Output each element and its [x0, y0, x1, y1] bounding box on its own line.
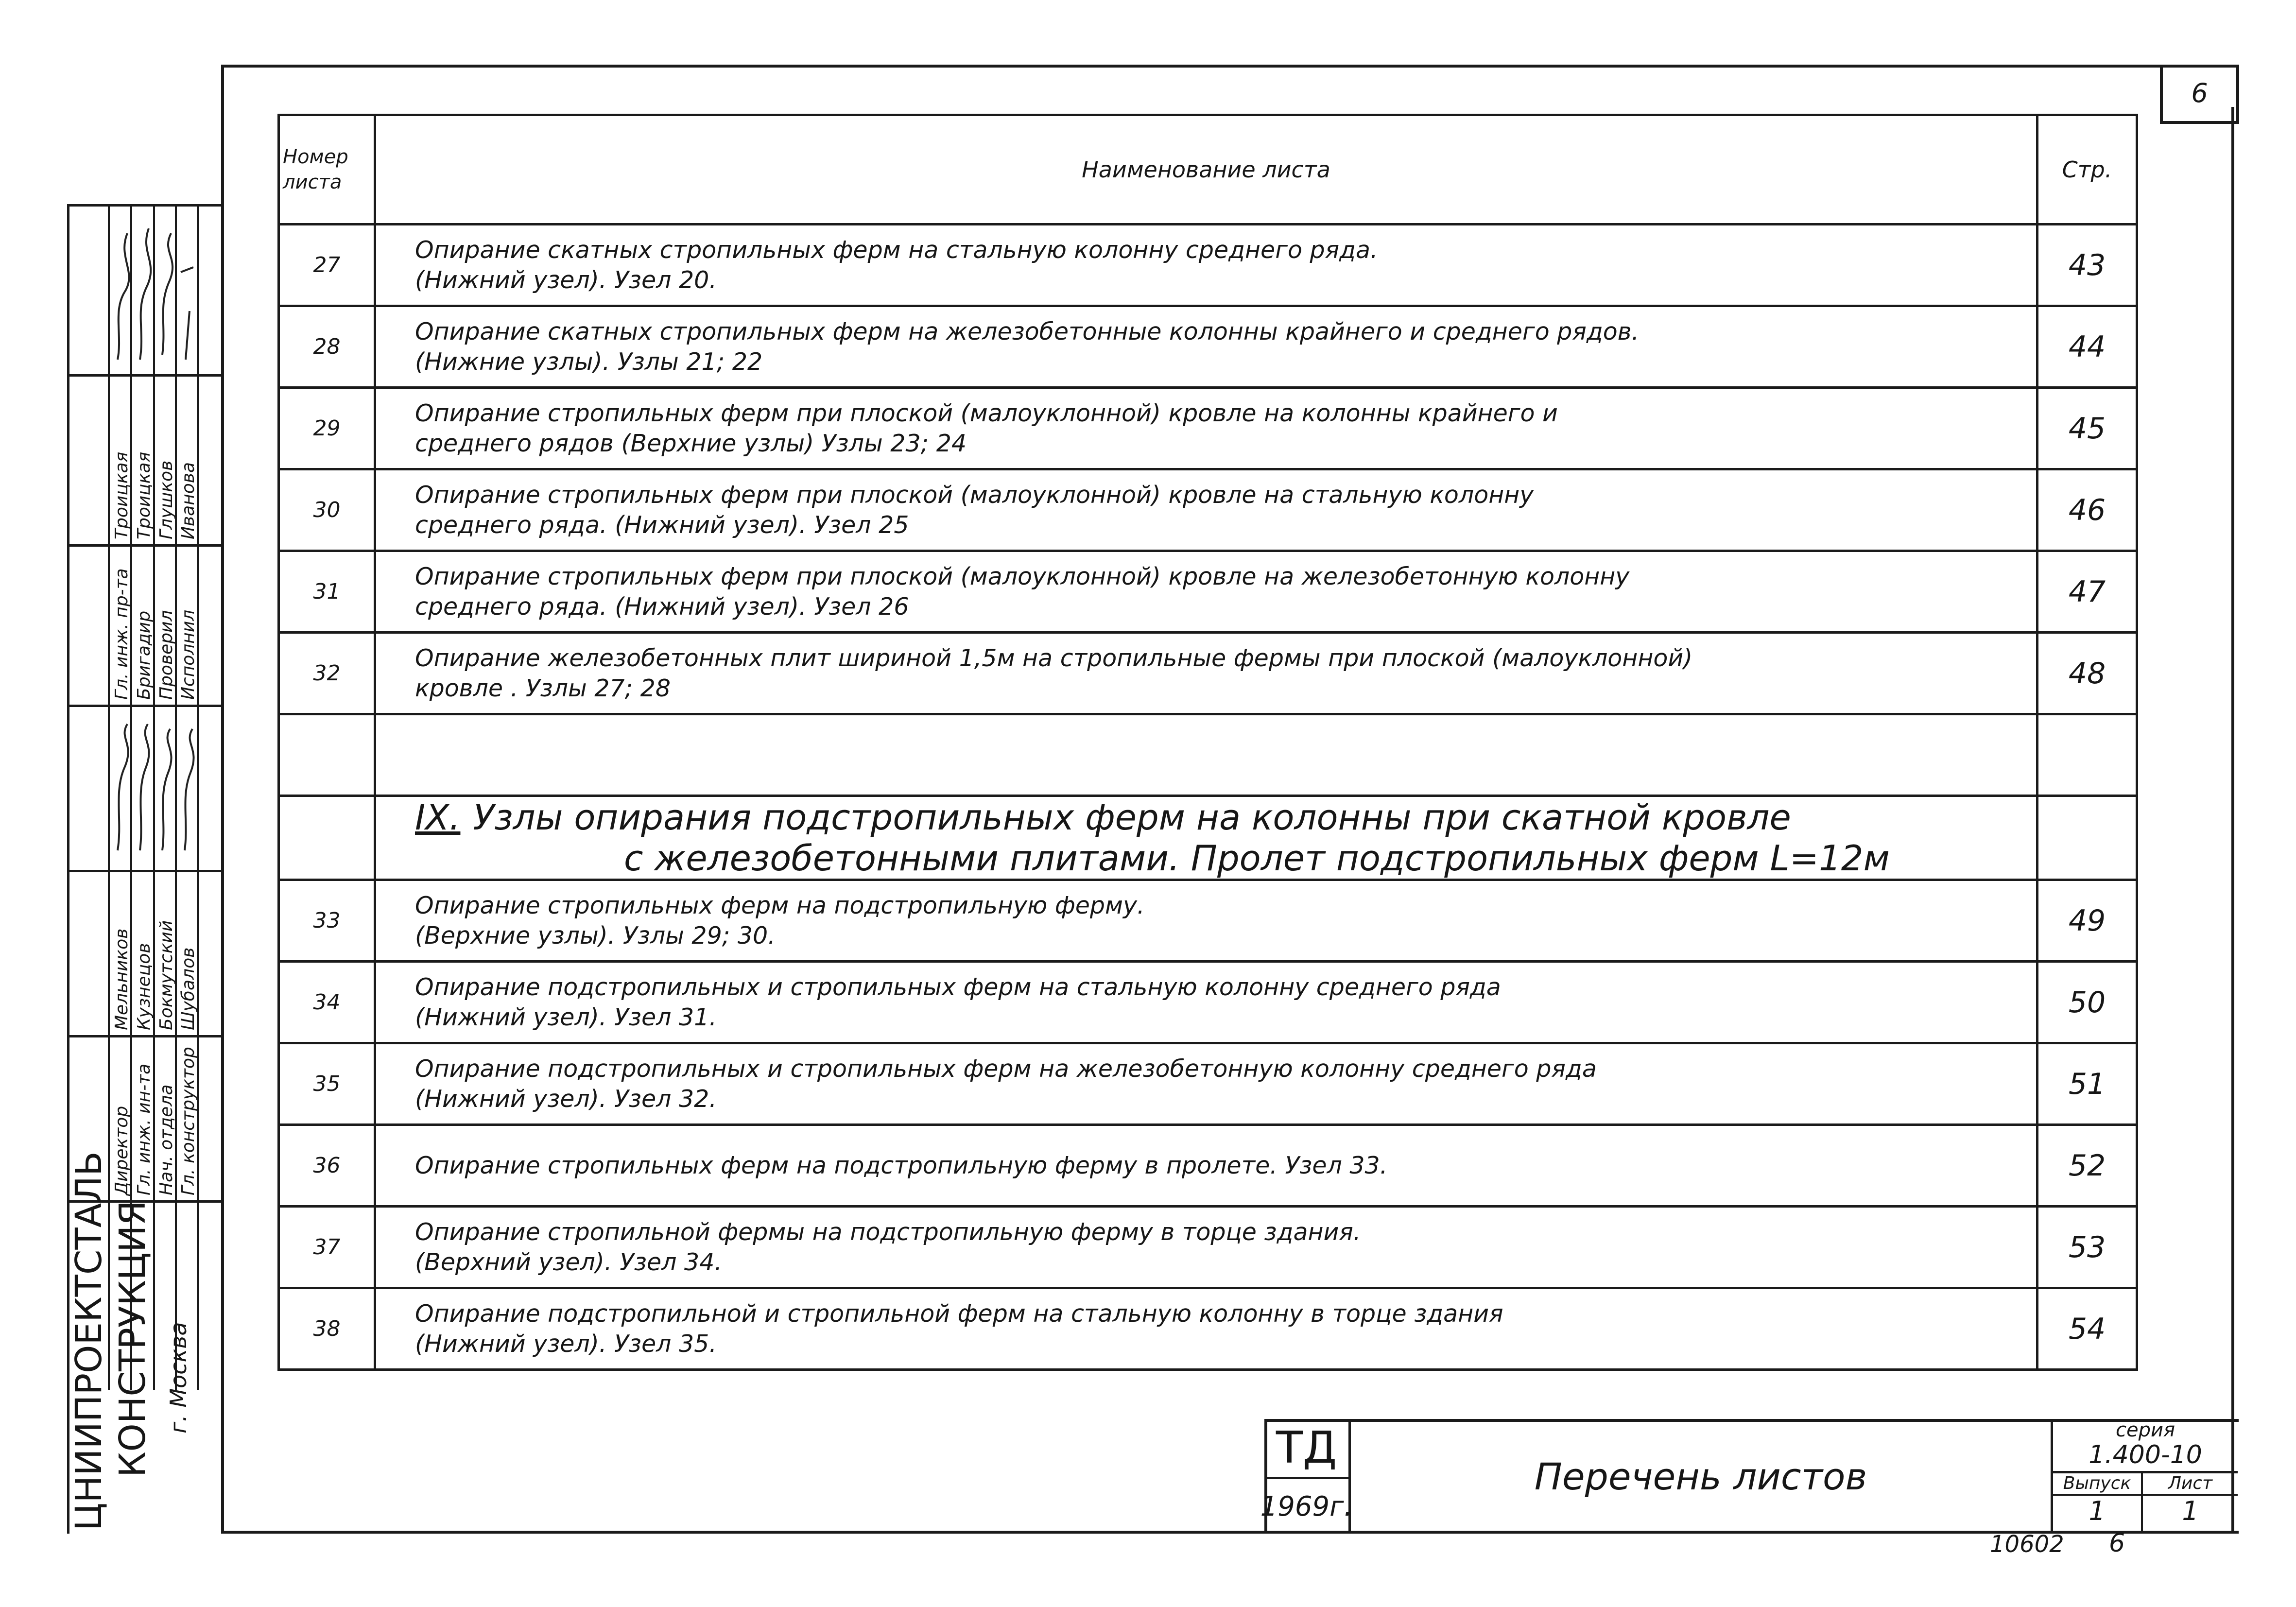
stamp-name: Кузнецов — [134, 943, 154, 1030]
row-page: 48 — [2037, 633, 2137, 714]
row-page: 53 — [2037, 1207, 2137, 1288]
stamp-role: Нач. отдела — [156, 1084, 176, 1195]
row-title-line2: (Нижний узел). Узел 31. — [415, 1003, 717, 1031]
row-title-line1: Опирание подстропильных и стропильных ферм на железобетонную колонну среднего ряда — [415, 1054, 1597, 1083]
section-title-line1: IX. Узлы опирания подстропильных ферм на колонны при скатной кровле — [415, 797, 1791, 838]
table-row — [279, 225, 2137, 306]
footer-page: 6 — [2109, 1529, 2125, 1558]
row-title-line1: Опирание стропильных ферм на подстропильную ферму. — [415, 891, 1145, 919]
row-page: 46 — [2037, 469, 2137, 551]
section-title-line2: с железобетонными плитами. Пролет подстропильных ферм L=12м — [624, 838, 1890, 879]
stamp-name: Глушков — [156, 460, 176, 539]
stamp-role: Директор — [112, 1106, 132, 1195]
sheet-list-table — [277, 114, 2138, 1371]
top-sheet-number: 6 — [2160, 65, 2239, 124]
table-row — [279, 1043, 2137, 1125]
td-mark: ТД — [1264, 1419, 1351, 1479]
org-city: г. Москва — [165, 1322, 191, 1434]
row-title — [375, 1125, 2037, 1207]
row-title-line1: Опирание стропильных ферм на подстропильную ферму в пролете. Узел 33. — [415, 1151, 1388, 1179]
table-row — [279, 469, 2137, 551]
stamp-role: Гл. инж. пр-та — [112, 568, 132, 700]
stamp-name: Троицкая — [134, 451, 154, 539]
row-title-line2: среднего ряда. (Нижний узел). Узел 25 — [415, 511, 909, 539]
stamp-role: Проверил — [156, 610, 176, 700]
row-number: 33 — [279, 880, 375, 962]
section-title — [375, 796, 2037, 880]
row-title — [375, 633, 2037, 714]
sheet-label: Лист — [2143, 1473, 2238, 1496]
table-row — [279, 633, 2137, 714]
table-row — [279, 551, 2137, 633]
table-row — [279, 962, 2137, 1043]
doc-number: 10602 — [1990, 1531, 2064, 1558]
row-title — [375, 1207, 2037, 1288]
row-number: 27 — [279, 225, 375, 306]
row-title-line2: кровле . Узлы 27; 28 — [415, 674, 671, 702]
org-name-1: ЦНИИПРОЕКТСТАЛЬ — [68, 1151, 110, 1531]
row-number: 35 — [279, 1043, 375, 1125]
row-page: 54 — [2037, 1288, 2137, 1370]
stamp-role: Гл. конструктор — [178, 1047, 198, 1195]
row-title-line1: Опирание стропильных ферм при плоской (малоуклонной) кровле на колонны крайнего и — [415, 399, 1558, 427]
row-page: 43 — [2037, 225, 2137, 306]
row-number: 37 — [279, 1207, 375, 1288]
signature-marks — [108, 214, 200, 369]
row-title-line2: среднего ряда. (Нижний узел). Узел 26 — [415, 592, 909, 621]
sheet-title: Перечень листов — [1351, 1419, 2053, 1534]
row-title-line2: (Верхний узел). Узел 34. — [415, 1248, 722, 1276]
stamp-role: Гл. инж. ин-та — [134, 1063, 154, 1195]
signature-marks — [108, 714, 200, 860]
row-title-line1: Опирание скатных стропильных ферм на железобетонные колонны крайнего и среднего рядов. — [415, 317, 1640, 346]
org-name-2: КОНСТРУКЦИЯ — [112, 1200, 154, 1477]
row-title-line2: (Нижние узлы). Узлы 21; 22 — [415, 347, 763, 376]
issue-value: 1 — [2053, 1496, 2143, 1534]
row-number: 32 — [279, 633, 375, 714]
year: 1969г. — [1264, 1479, 1351, 1534]
row-title-line2: (Нижний узел). Узел 35. — [415, 1330, 717, 1358]
row-page: 52 — [2037, 1125, 2137, 1207]
row-title-line2: среднего рядов (Верхние узлы) Узлы 23; 24 — [415, 429, 967, 457]
stamp-role: Исполнил — [178, 609, 198, 700]
row-title-line1: Опирание стропильной фермы на подстропильную ферму в торце здания. — [415, 1218, 1361, 1246]
row-page: 47 — [2037, 551, 2137, 633]
row-page: 50 — [2037, 962, 2137, 1043]
row-title-line1: Опирание подстропильной и стропильной ферм на стальную колонну в торце здания — [415, 1299, 1503, 1328]
stamp-name: Бокмутский — [156, 920, 176, 1030]
row-title — [375, 1288, 2037, 1370]
row-page: 51 — [2037, 1043, 2137, 1125]
sheet-value: 1 — [2182, 1496, 2199, 1526]
issue-label: Выпуск — [2053, 1473, 2143, 1496]
header-page: Стр. — [2037, 115, 2137, 225]
row-number: 34 — [279, 962, 375, 1043]
row-title-line1: Опирание стропильных ферм при плоской (малоуклонной) кровле на железобетонную колонну — [415, 562, 1630, 590]
row-title-line2: (Верхние узлы). Узлы 29; 30. — [415, 921, 776, 950]
row-title-line2: (Нижний узел). Узел 32. — [415, 1085, 717, 1113]
row-number: 30 — [279, 469, 375, 551]
table-header-row — [279, 115, 2137, 225]
table-row — [279, 1207, 2137, 1288]
stamp-name: Шубалов — [178, 947, 198, 1030]
header-sheet-name: Наименование листа — [375, 115, 2037, 225]
row-page: 45 — [2037, 388, 2137, 469]
table-row — [279, 880, 2137, 962]
row-number: 28 — [279, 306, 375, 388]
stamp-name: Мельников — [112, 928, 132, 1030]
row-title — [375, 551, 2037, 633]
table-row — [279, 1125, 2137, 1207]
row-title-line1: Опирание стропильных ферм при плоской (малоуклонной) кровле на стальную колонну — [415, 481, 1534, 509]
header-sheet-number: Номер листа — [279, 115, 375, 225]
table-row — [279, 1288, 2137, 1370]
row-page: 49 — [2037, 880, 2137, 962]
row-title — [375, 388, 2037, 469]
row-title — [375, 1043, 2037, 1125]
empty-row — [279, 714, 2137, 796]
section-header-row — [279, 796, 2137, 880]
row-number: 31 — [279, 551, 375, 633]
row-page: 44 — [2037, 306, 2137, 388]
row-number: 38 — [279, 1288, 375, 1370]
row-title — [375, 306, 2037, 388]
row-title-line2: (Нижний узел). Узел 20. — [415, 266, 717, 294]
row-title-line1: Опирание железобетонных плит шириной 1,5м на стропильные фермы при плоской (малоуклонной) — [415, 644, 1693, 672]
series-cell — [2053, 1419, 2238, 1473]
series-value: 1.400-10 — [2089, 1440, 2202, 1469]
stamp-name: Троицкая — [112, 451, 132, 539]
row-title — [375, 962, 2037, 1043]
table-row — [279, 306, 2137, 388]
row-title — [375, 880, 2037, 962]
frame-right-border — [2231, 107, 2234, 1534]
table-row — [279, 388, 2137, 469]
stamp-name: Иванова — [178, 462, 198, 539]
series-label: серия — [2115, 1419, 2175, 1441]
row-number: 36 — [279, 1125, 375, 1207]
row-title-line1: Опирание подстропильных и стропильных ферм на стальную колонну среднего ряда — [415, 973, 1501, 1001]
row-number: 29 — [279, 388, 375, 469]
row-title — [375, 469, 2037, 551]
section-roman-numeral: IX. — [415, 797, 461, 838]
stamp-role: Бригадир — [134, 610, 154, 700]
row-title-line1: Опирание скатных стропильных ферм на стальную колонну среднего ряда. — [415, 236, 1378, 264]
row-title — [375, 225, 2037, 306]
